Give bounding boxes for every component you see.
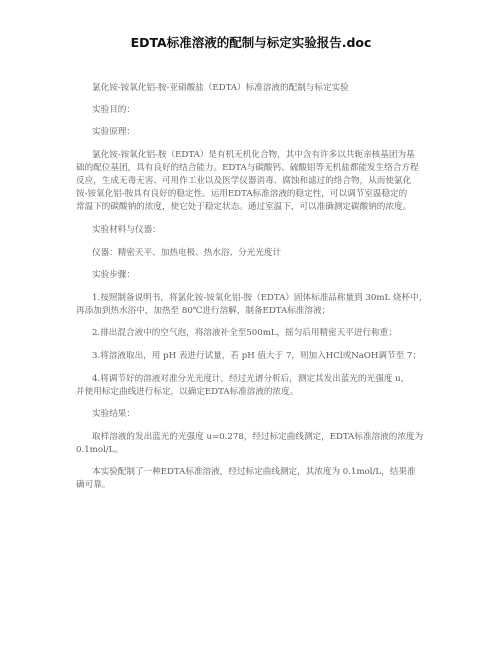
document-title: EDTA标准溶液的配制与标定实验报告.doc bbox=[130, 35, 372, 50]
section-heading-materials: 实验材料与仪器： bbox=[92, 225, 161, 235]
paragraph-line: 氯化铵-铵氧化铝-胺（EDTA）是有机无机化合物，其中含有许多以共轭亲核基团为基 bbox=[92, 150, 415, 160]
section-heading-principle: 实验原理： bbox=[92, 127, 135, 137]
section-heading-purpose: 实验目的： bbox=[92, 105, 135, 115]
paragraph-line: 反应，生成无毒无害、可用作工业以及医学仪器消毒、腐蚀和滤过的络合物，从而使氯化 bbox=[76, 176, 412, 186]
step-line: 3.将溶液取出，用 pH 表进行试量，若 pH 值大于 7，则加入HCl或NaOH调节至 7； bbox=[92, 351, 421, 361]
section-heading-steps: 实验步骤： bbox=[92, 270, 135, 280]
subtitle-line: 氯化铵-铵氧化铝-胺-亚硝酸盐（EDTA）标准溶液的配制与标定实验 bbox=[92, 83, 349, 93]
conclusion-line: 确可靠。 bbox=[76, 480, 111, 490]
step-line: 再添加到热水浴中，加热至 80℃进行溶解，制备EDTA标准溶液； bbox=[76, 306, 331, 316]
paragraph-line: 常温下的碳酸钠的浓度，使它处于稳定状态。通过室温下，可以准确测定碳酸钠的浓度。 bbox=[76, 202, 412, 212]
result-line: 0.1mol/L。 bbox=[76, 445, 123, 455]
section-heading-results: 实验结果： bbox=[92, 409, 135, 419]
step-line: 并使用标定曲线进行标定，以确定EDTA标准溶液的浓度。 bbox=[76, 387, 299, 397]
step-line: 1.按照制备说明书，将氯化铵-铵氧化铝-胺（EDTA）固体标准品称量到 30mL 烧杯中， bbox=[92, 293, 428, 303]
instruments-line: 仪器：精密天平、加热电极、热水浴、分光光度计 bbox=[92, 248, 282, 258]
conclusion-line: 本实验配制了一种EDTA标准溶液，经过标定曲线测定，其浓度为 0.1mol/L，结果准 bbox=[92, 467, 416, 477]
paragraph-line: 铵-铵氧化铝-胺具有良好的稳定性。运用EDTA标准溶液的稳定性，可以调节室温稳定的 bbox=[76, 189, 408, 199]
step-line: 2.排出混合液中的空气泡，将溶液补全至500mL，摇匀后用精密天平进行称重； bbox=[92, 328, 397, 338]
paragraph-line: 础的配位基团，具有良好的结合能力。EDTA与碳酸钙、硫酸铝等无机盐都能发生络合方程 bbox=[76, 163, 419, 173]
step-line: 4.将调节好的溶液对准分光光度计，经过光谱分析后，测定其发出蓝光的光强度 u， bbox=[92, 374, 410, 384]
result-line: 取样溶液的发出蓝光的光强度 u=0.278，经过标定曲线测定，EDTA标准溶液的浓度为 bbox=[92, 432, 424, 442]
